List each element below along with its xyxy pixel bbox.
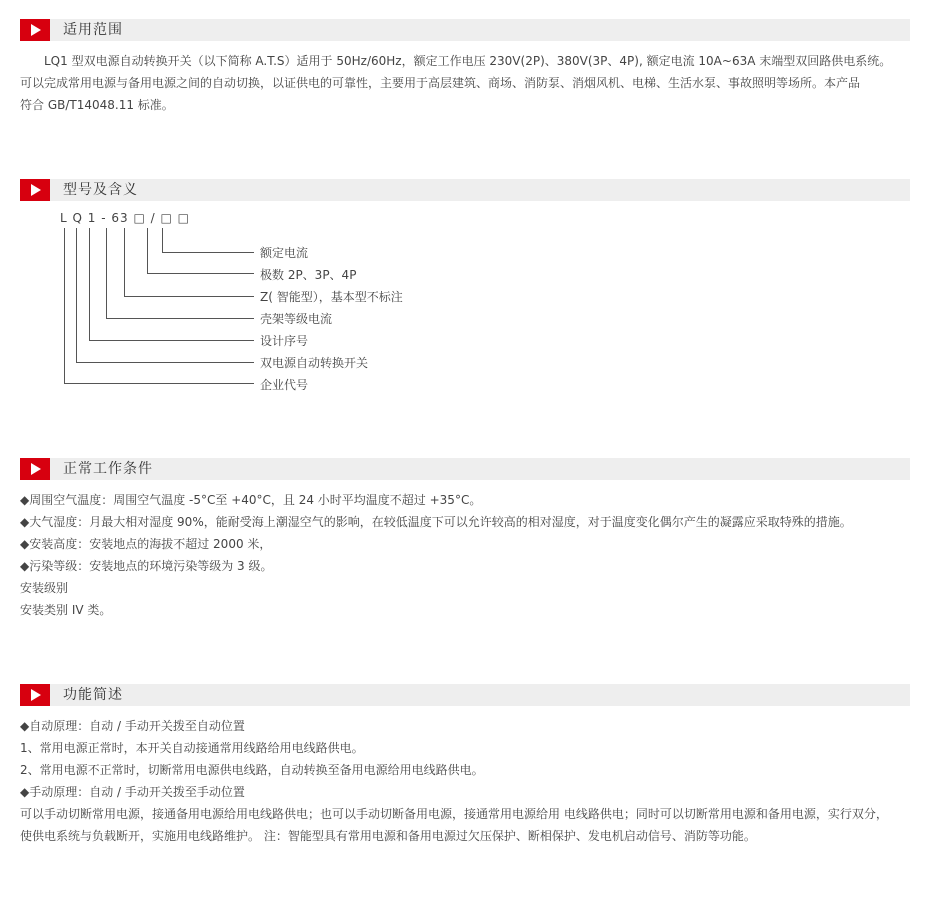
condition-pollution: ◆污染等级：安装地点的环境污染等级为 3 级。 (20, 559, 273, 573)
diagram-connector (147, 228, 148, 273)
diagram-connector (147, 273, 254, 274)
play-arrow-icon (20, 179, 50, 201)
diagram-connector (106, 318, 254, 319)
model-code: L Q 1 - 63 □ / □ □ (60, 211, 190, 225)
diagram-connector (124, 296, 254, 297)
model-label-poles: 极数 2P、3P、4P (260, 268, 357, 282)
section-title: 正常工作条件 (63, 461, 153, 477)
play-arrow-icon (20, 684, 50, 706)
section-header-conditions (20, 458, 910, 480)
model-label-type: Z( 智能型），基本型不标注 (260, 290, 403, 304)
play-arrow-icon (20, 458, 50, 480)
diagram-connector (162, 252, 254, 253)
condition-altitude: ◆安装高度：安装地点的海拔不超过 2000 米， (20, 537, 272, 551)
section-title: 适用范围 (63, 22, 123, 38)
model-label-company-code: 企业代号 (260, 378, 309, 392)
diagram-connector (76, 362, 254, 363)
section-header-function (20, 684, 910, 706)
function-manual-text-2: 使供电系统与负载断开，实施用电线路维护。 注：智能型具有常用电源和备用电源过欠压保护、断相保护、发电机启动信号、消防等功能。 (20, 829, 756, 843)
function-auto-item-2: 2、常用电源不正常时，切断常用电源供电线路，自动转换至备用电源给用电线路供电。 (20, 763, 484, 777)
model-label-design-number: 设计序号 (260, 334, 309, 348)
play-arrow-icon (20, 19, 50, 41)
diagram-connector (162, 228, 163, 252)
section-title: 功能简述 (63, 687, 123, 703)
section-title: 型号及含义 (63, 182, 138, 198)
function-auto-item-1: 1、常用电源正常时，本开关自动接通常用线路给用电线路供电。 (20, 741, 364, 755)
scope-text-line: 符合 GB/T14048.11 标准。 (20, 98, 174, 112)
scope-paragraph (20, 50, 912, 116)
model-label-frame-current: 壳架等级电流 (260, 312, 333, 326)
diagram-connector (64, 383, 254, 384)
condition-humidity: ◆大气湿度：月最大相对湿度 90%，能耐受海上潮湿空气的影响，在较低温度下可以允许较高的相对湿度，对于温度变化偶尔产生的凝露应采取特殊的措施。 (20, 515, 852, 529)
model-label-product-type: 双电源自动转换开关 (260, 356, 369, 370)
diagram-connector (89, 340, 254, 341)
section-header-scope (20, 19, 910, 41)
diagram-connector (106, 228, 107, 318)
diagram-connector (124, 228, 125, 296)
model-label-rated-current: 额定电流 (260, 246, 309, 260)
section-header-model (20, 179, 910, 201)
function-auto-principle: ◆自动原理：自动 / 手动开关拨至自动位置 (20, 719, 245, 733)
scope-text-line: 可以完成常用电源与备用电源之间的自动切换，以证供电的可靠性，主要用于高层建筑、商场、消防泵、消烟风机、电梯、生活水泵、事故照明等场所。本产品 (20, 76, 861, 90)
function-manual-text-1: 可以手动切断常用电源，接通备用电源给用电线路供电；也可以手动切断备用电源，接通常用电源给用 电线路供电；同时可以切断常用电源和备用电源，实行双分， (20, 807, 888, 821)
scope-text-line: LQ1 型双电源自动转换开关（以下简称 A.T.S）适用于 50Hz/60Hz，额定工作电压 230V(2P)、380V(3P、4P), 额定电流 10A~63A 末端型双回路供电系统。 (44, 54, 892, 68)
diagram-connector (64, 228, 65, 383)
condition-install-level: 安装级别 (20, 581, 69, 595)
function-manual-principle: ◆手动原理：自动 / 手动开关拨至手动位置 (20, 785, 245, 799)
diagram-connector (76, 228, 77, 362)
condition-install-category: 安装类别 IV 类。 (20, 603, 112, 617)
diagram-connector (89, 228, 90, 340)
condition-temperature: ◆周围空气温度：周围空气温度 -5°C至 +40°C，且 24 小时平均温度不超过 +35°C。 (20, 493, 482, 507)
